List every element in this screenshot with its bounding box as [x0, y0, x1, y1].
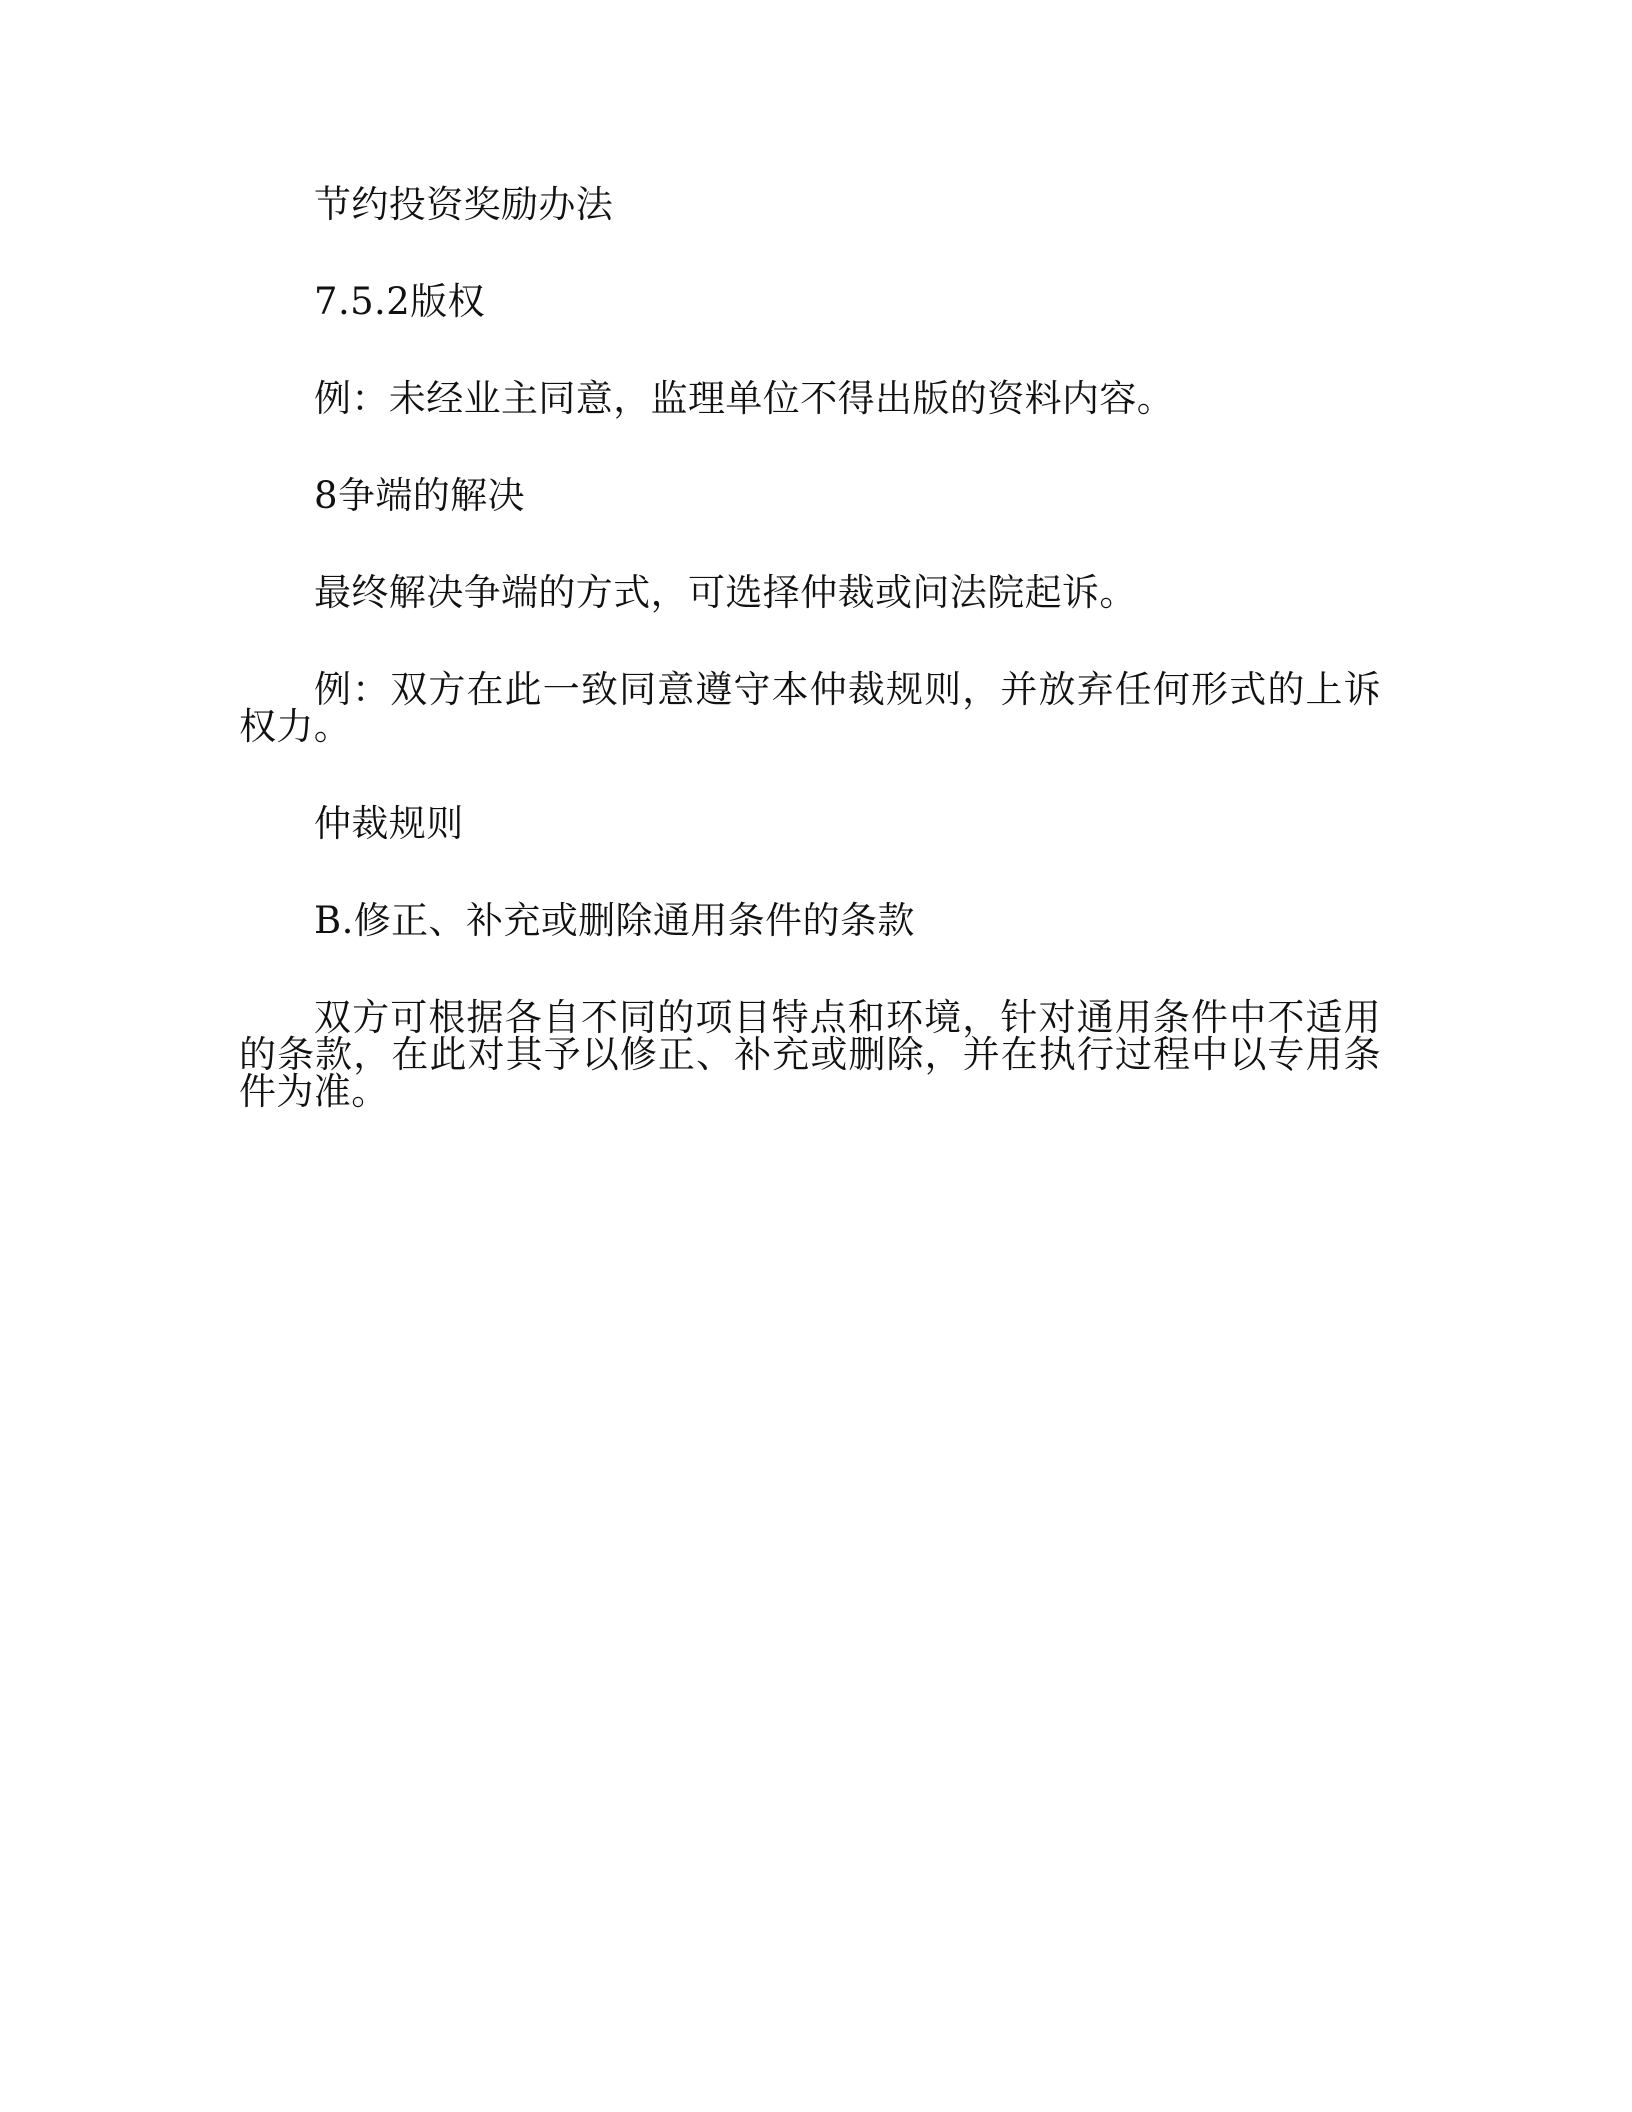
- paragraph-arbitration-rules: 仲裁规则: [314, 802, 464, 845]
- paragraph-section-dispute-resolution: 8争端的解决: [314, 474, 525, 517]
- paragraph-section-amend-conditions: B.修正、补充或删除通用条件的条款: [314, 899, 915, 942]
- document-body: [239, 183, 1381, 1113]
- paragraph-copyright-example: 例：未经业主同意，监理单位不得出版的资料内容。: [314, 377, 1175, 420]
- paragraph-heading-investment-reward: 节约投资奖励办法: [314, 183, 614, 226]
- paragraph-dispute-method: 最终解决争端的方式，可选择仲裁或问法院起诉。: [314, 571, 1137, 614]
- paragraph-arbitration-example: 例：双方在此一致同意遵守本仲裁规则，并放弃任何形式的上诉权力。: [239, 668, 1381, 748]
- paragraph-section-copyright: 7.5.2版权: [314, 280, 485, 323]
- paragraph-amend-conditions-body: 双方可根据各自不同的项目特点和环境，针对通用条件中不适用的条款，在此对其予以修正、补充或删除，并在执行过程中以专用条件为准。: [239, 996, 1381, 1113]
